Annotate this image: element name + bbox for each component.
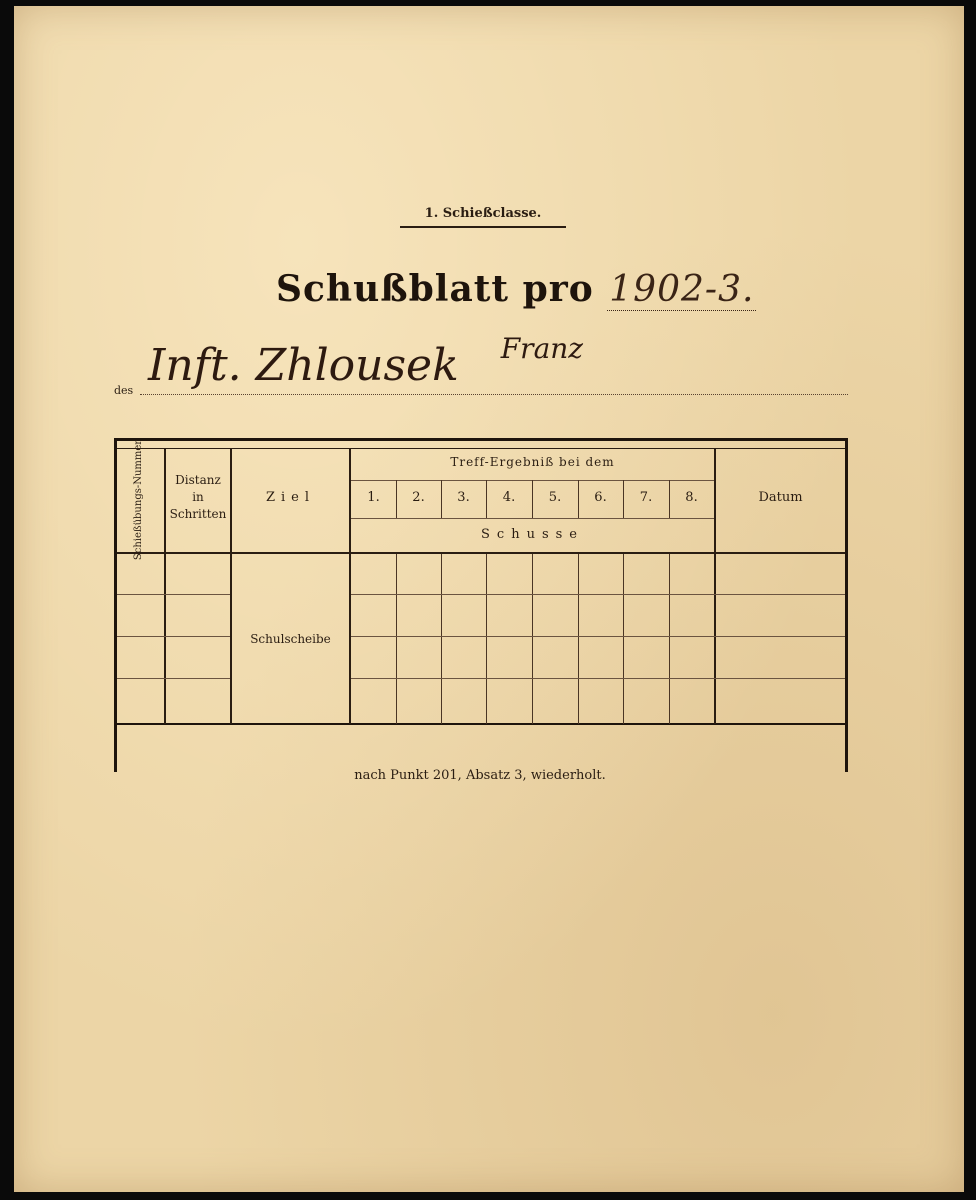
header-top-inner-rule bbox=[117, 448, 845, 449]
shot-number-3: 3. bbox=[457, 490, 470, 505]
shot-numbers-rule bbox=[351, 518, 714, 519]
body-row-rule bbox=[351, 594, 845, 595]
shot-body-divider bbox=[532, 554, 533, 724]
shot-number-5: 5. bbox=[548, 490, 562, 505]
footer-note: nach Punkt 201, Absatz 3, wiederholt. bbox=[354, 768, 606, 783]
body-row-rule bbox=[117, 678, 230, 679]
col-header-exercise-number: Schießübungs-Nummer bbox=[133, 439, 144, 561]
shot-number-1: 1. bbox=[367, 490, 380, 505]
shots-label: Schusse bbox=[481, 527, 584, 542]
body-row-rule bbox=[351, 678, 845, 679]
body-row-rule bbox=[351, 636, 845, 637]
title-printed: Schußblatt pro bbox=[276, 268, 594, 310]
col-header-distance: Distanz in Schritten bbox=[169, 473, 227, 521]
shot-number-8: 8. bbox=[685, 490, 698, 505]
name-dotted-line bbox=[140, 394, 848, 395]
shot-number-7: 7. bbox=[639, 490, 653, 505]
title-year-handwritten: 1902-3. bbox=[609, 269, 755, 310]
col-header-date: Datum bbox=[758, 490, 803, 505]
hits-group-header: Treff-Ergebniß bei dem bbox=[450, 455, 615, 469]
body-row-rule bbox=[117, 636, 230, 637]
shot-body-divider bbox=[623, 554, 624, 724]
shot-body-divider bbox=[441, 554, 442, 724]
table-right-extension bbox=[845, 724, 848, 772]
shot-body-divider bbox=[396, 554, 397, 724]
page-title bbox=[276, 268, 756, 310]
table-bottom-rule bbox=[114, 723, 848, 725]
shooting-class-label: 1. Schießclasse. bbox=[424, 206, 542, 221]
table-left-extension bbox=[114, 724, 117, 772]
shooting-class-underline bbox=[400, 226, 566, 228]
name-label: des bbox=[114, 384, 134, 397]
soldier-rank-surname: Inft. Zhlousek bbox=[148, 340, 459, 391]
soldier-first-name: Franz bbox=[500, 332, 584, 365]
body-row-rule bbox=[117, 594, 230, 595]
shot-body-divider bbox=[578, 554, 579, 724]
soldier-name-handwritten bbox=[148, 332, 584, 391]
shot-number-6: 6. bbox=[594, 490, 607, 505]
shot-number-4: 4. bbox=[502, 490, 516, 505]
shot-body-divider bbox=[669, 554, 670, 724]
target-value: Schulscheibe bbox=[250, 632, 331, 646]
col-header-target: Ziel bbox=[265, 490, 316, 505]
shot-number-2: 2. bbox=[412, 490, 425, 505]
header-divider bbox=[117, 552, 845, 554]
shot-body-divider bbox=[486, 554, 487, 724]
